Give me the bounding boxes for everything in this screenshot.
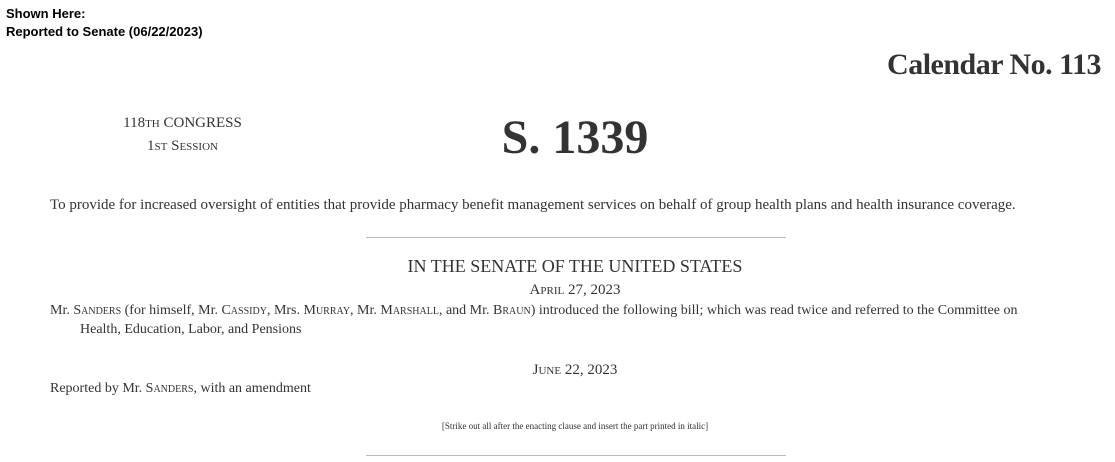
introduction-statement [50,301,1080,339]
bill-number: S. 1339 [501,111,649,164]
bill-purpose: To provide for increased oversight of entities that provide pharmacy benefit management services on behalf of group health plans and health insurance coverage. [50,197,1016,213]
intro-text-2: , Mrs. [266,303,304,318]
congress-number: 118 [123,115,146,131]
introduced-date-month: April [529,282,565,298]
cosponsor-name: Murray [303,303,351,318]
reported-prefix: Reported by Mr. [50,381,146,396]
reported-date-month: June [532,362,562,378]
cosponsor-name: Braun [493,303,531,318]
congress-number-suffix: TH [145,118,160,130]
sponsor-name: Sanders [73,303,122,318]
intro-text-5: ) introduced the following bill; which was read twice and referred to the Committee on [530,303,1018,318]
session-number-suffix: ST [154,141,168,153]
reported-statement [50,381,311,397]
intro-text-1: (for himself, Mr. [121,303,222,318]
congress-word: CONGRESS [163,115,242,131]
divider-top [366,237,786,238]
reported-date-rest: 22, 2023 [561,362,618,378]
bill-status-header [6,5,203,41]
reporter-name: Sanders [145,381,194,396]
reported-date [0,362,1115,379]
intro-text-3: , Mr. [350,303,381,318]
shown-here-label: Shown Here: [6,6,86,21]
senate-heading: IN THE SENATE OF THE UNITED STATES [407,256,743,276]
introduced-date [0,282,1115,299]
bill-status-text: Reported to Senate (06/22/2023) [6,24,203,39]
introduced-date-rest: 27, 2023 [564,282,621,298]
cosponsor-name: Marshall [380,303,439,318]
strike-out-note: [Strike out all after the enacting clause and insert the part printed in italic] [441,421,709,431]
intro-prefix: Mr. [50,303,74,318]
calendar-number: Calendar No. 113 [887,48,1101,81]
introduction-line-1 [50,301,1080,320]
session-word: Session [171,138,218,154]
reported-suffix: , with an amendment [193,381,311,396]
cosponsor-name: Cassidy [221,303,267,318]
introduction-line-2: Health, Education, Labor, and Pensions [80,322,302,337]
divider-bottom [366,455,786,456]
session-number: 1 [147,138,155,154]
intro-text-4: , and Mr. [438,303,494,318]
